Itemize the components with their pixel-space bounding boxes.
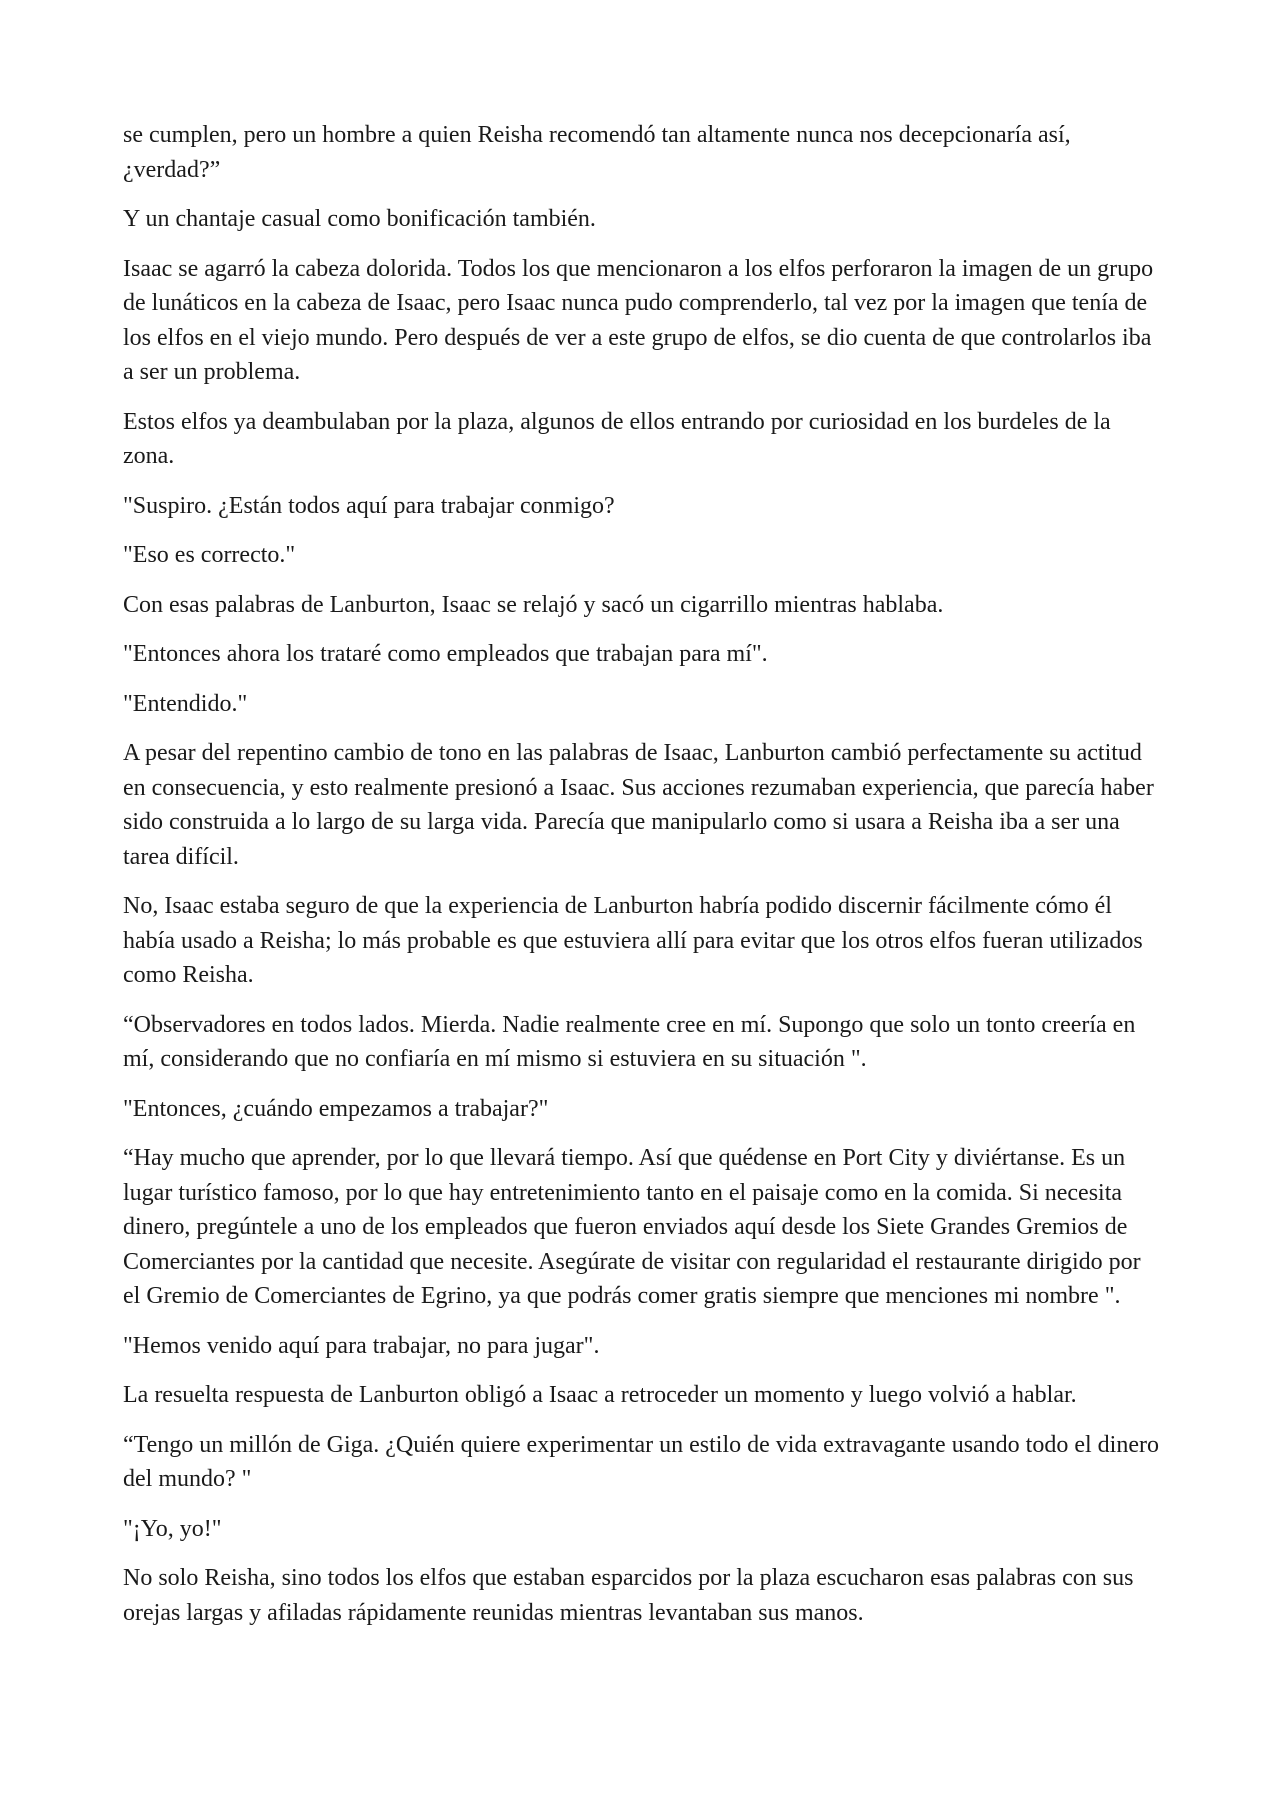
paragraph: "Suspiro. ¿Están todos aquí para trabajar conmigo? xyxy=(123,492,615,519)
paragraph: "¡Yo, yo!" xyxy=(123,1515,222,1542)
text-body xyxy=(123,118,1163,1645)
paragraph: Estos elfos ya deambulaban por la plaza, algunos de ellos entrando por curiosidad en los burdeles de la zona. xyxy=(123,408,1111,469)
paragraph: “Hay mucho que aprender, por lo que llevará tiempo. Así que quédense en Port City y diviértanse. Es un lugar turístico famoso, por lo que hay entretenimiento tanto en el paisaje como en la comida. Si necesita dinero, pregúntele a uno de los empleados que fueron enviados aquí desde los Siete Grandes Gremios de Comerciantes por la cantidad que necesite. Asegúrate de visitar con regularidad el restaurante dirigido por el Gremio de Comerciantes de Egrino, ya que podrás comer gratis siempre que menciones mi nombre ". xyxy=(123,1145,1141,1309)
paragraph: Y un chantaje casual como bonificación también. xyxy=(123,206,596,232)
paragraph: La resuelta respuesta de Lanburton obligó a Isaac a retroceder un momento y luego volvió a hablar. xyxy=(123,1382,1077,1408)
paragraph: "Eso es correcto." xyxy=(123,542,296,568)
paragraph: "Entonces, ¿cuándo empezamos a trabajar?" xyxy=(123,1095,549,1122)
paragraph: "Hemos venido aquí para trabajar, no para jugar". xyxy=(123,1332,600,1359)
paragraph: "Entendido." xyxy=(123,690,248,717)
paragraph: A pesar del repentino cambio de tono en las palabras de Isaac, Lanburton cambió perfectamente su actitud en consecuencia, y esto realmente presionó a Isaac. Sus acciones rezumaban experiencia, que parecía haber sido construida a lo largo de su larga vida. Parecía que manipularlo como si usara a Reisha iba a ser una tarea difícil. xyxy=(123,740,1154,870)
paragraph: No solo Reisha, sino todos los elfos que estaban esparcidos por la plaza escucharon esas palabras con sus orejas largas y afiladas rápidamente reunidas mientras levantaban sus manos. xyxy=(123,1565,1134,1626)
paragraph: “Observadores en todos lados. Mierda. Nadie realmente cree en mí. Supongo que solo un tonto creería en mí, considerando que no confiaría en mí mismo si estuviera en su situación ". xyxy=(123,1011,1136,1072)
paragraph: “Tengo un millón de Giga. ¿Quién quiere experimentar un estilo de vida extravagante usando todo el dinero del mundo? " xyxy=(123,1431,1159,1492)
paragraph: Isaac se agarró la cabeza dolorida. Todos los que mencionaron a los elfos perforaron la imagen de un grupo de lunáticos en la cabeza de Isaac, pero Isaac nunca pudo comprenderlo, tal vez por la imagen que tenía de los elfos en el viejo mundo. Pero después de ver a este grupo de elfos, se dio cuenta de que controlarlos iba a ser un problema. xyxy=(123,255,1154,385)
paragraph: No, Isaac estaba seguro de que la experiencia de Lanburton habría podido discernir fácilmente cómo él había usado a Reisha; lo más probable es que estuviera allí para evitar que los otros elfos fueran utilizados como Reisha. xyxy=(123,893,1143,988)
paragraph: "Entonces ahora los trataré como empleados que trabajan para mí". xyxy=(123,641,768,667)
paragraph: Con esas palabras de Lanburton, Isaac se relajó y sacó un cigarrillo mientras hablaba. xyxy=(123,591,944,618)
paragraph: se cumplen, pero un hombre a quien Reisha recomendó tan altamente nunca nos decepcionaría así, ¿verdad?” xyxy=(123,122,1071,183)
